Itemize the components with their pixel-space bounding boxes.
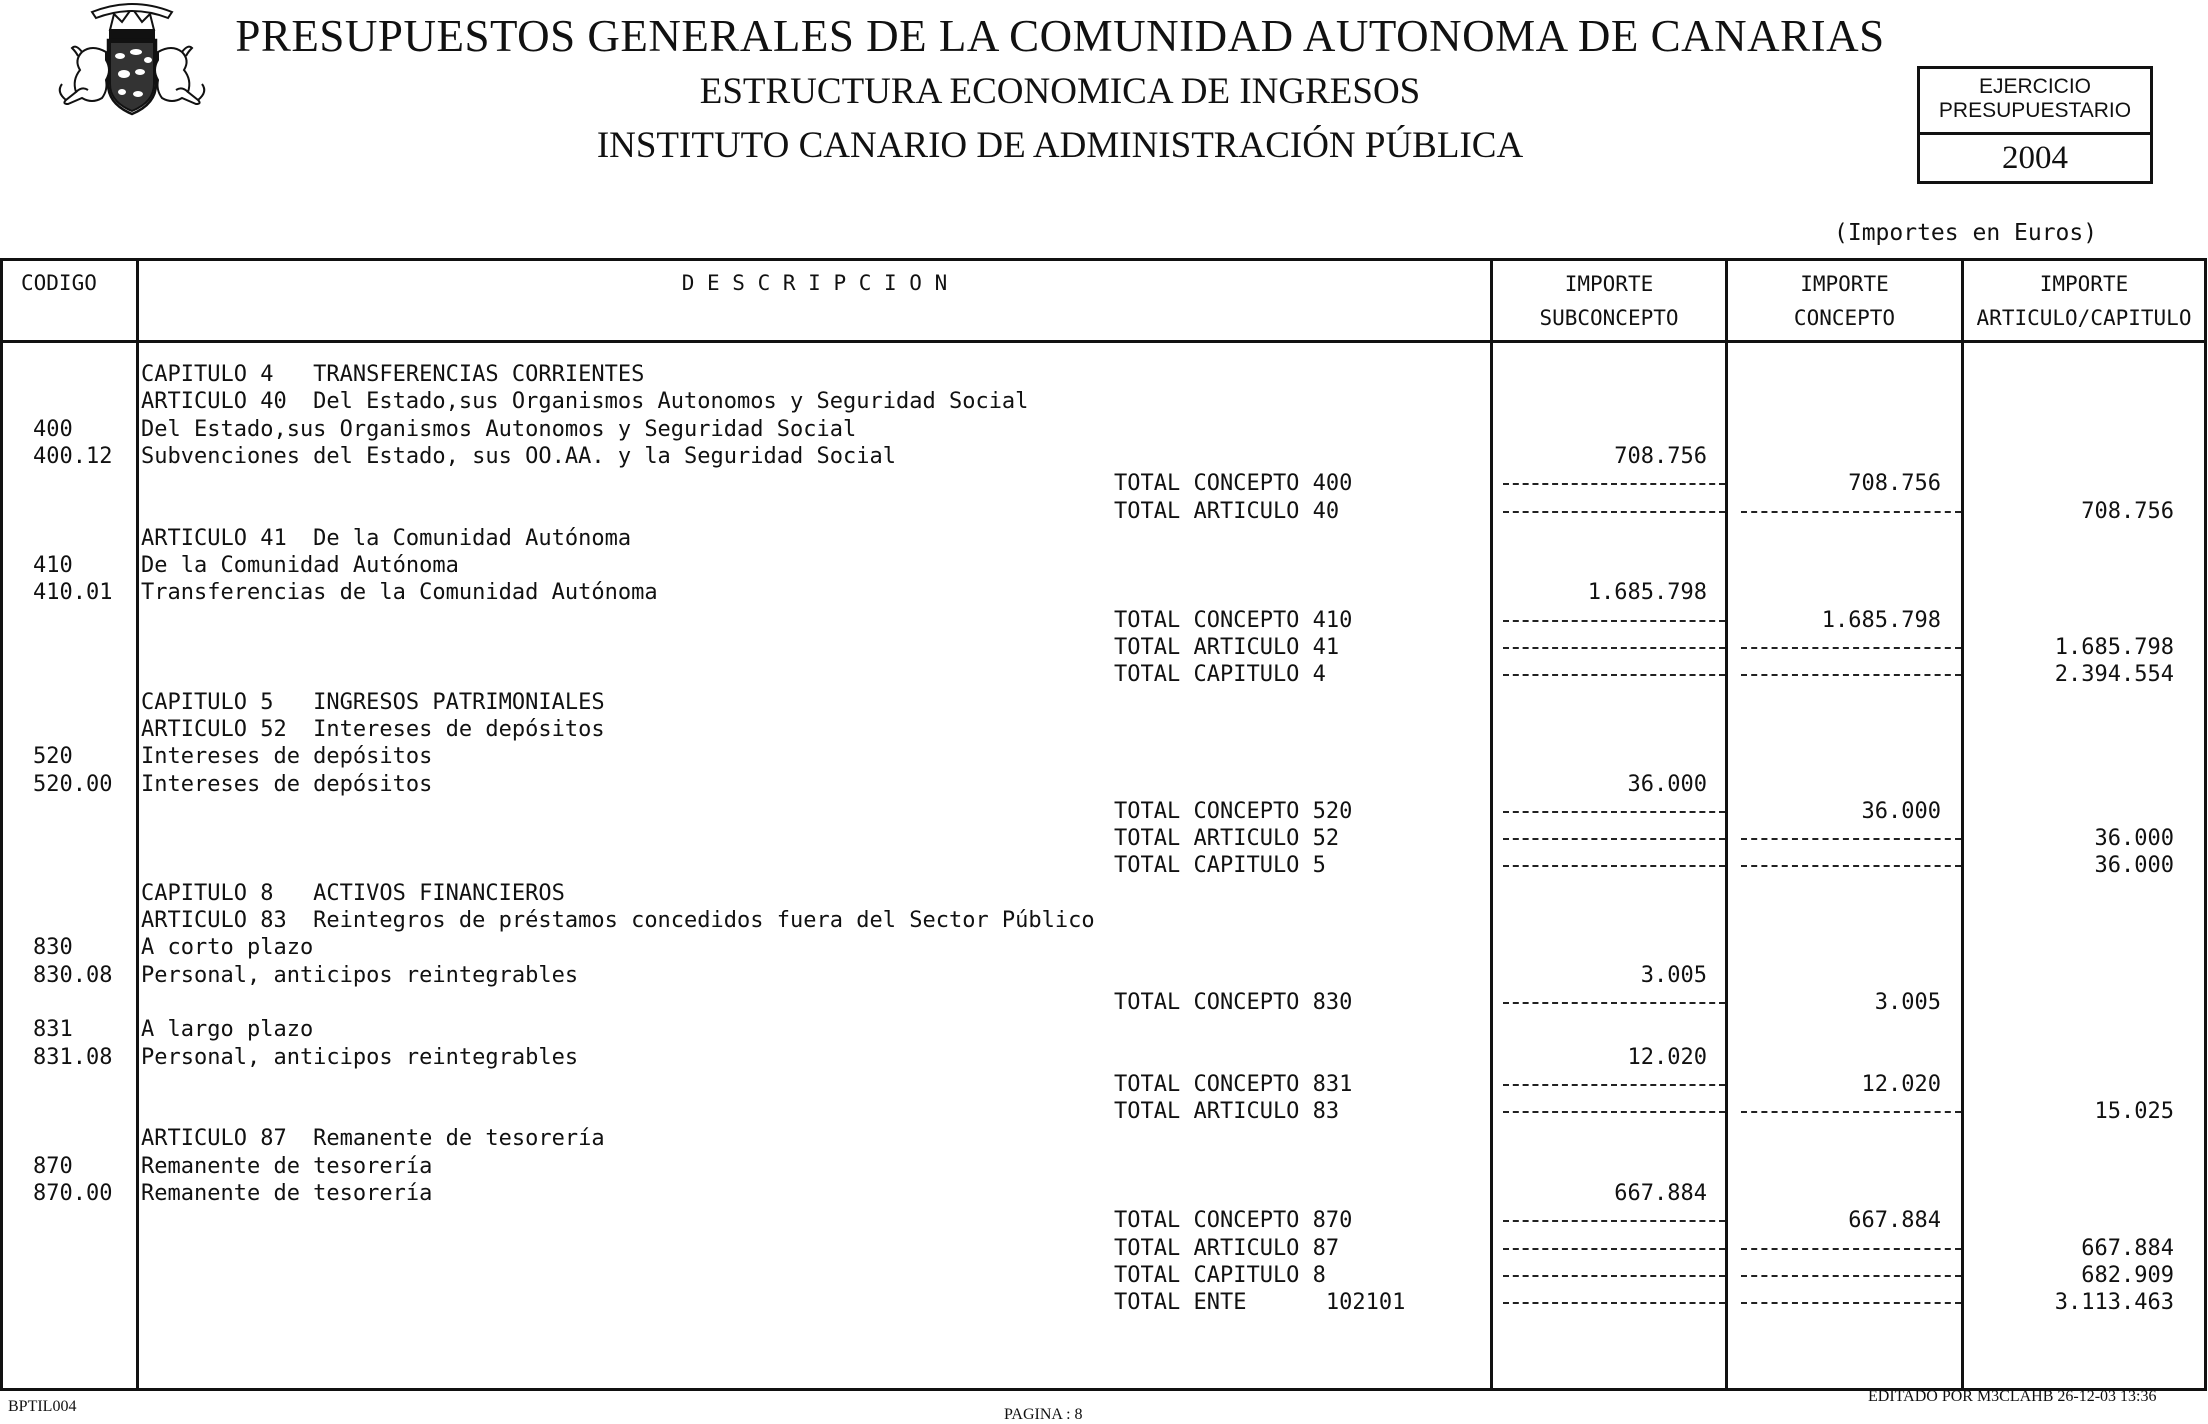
total-row <box>3 1289 2204 1316</box>
table-row <box>3 388 2204 415</box>
ejercicio-label-line-2: PRESUPUESTARIO <box>1938 99 2132 122</box>
dashed-rule <box>1503 1111 1725 1113</box>
total-label: TOTAL ARTICULO 83 <box>1114 1099 1340 1125</box>
importe-concepto: 12.020 <box>1861 1071 1941 1097</box>
header-importe-label: IMPORTE <box>2039 272 2129 296</box>
dashed-rule <box>1503 1302 1725 1304</box>
entity-name: INSTITUTO CANARIO DE ADMINISTRACIÓN PÚBLICA <box>596 125 1524 166</box>
importe-articulo-capitulo: 2.394.554 <box>2054 662 2174 688</box>
row-code: 830.08 <box>33 962 113 988</box>
dashed-rule <box>1503 1248 1725 1250</box>
ejercicio-box <box>1917 66 2153 184</box>
total-label: TOTAL ARTICULO 40 <box>1114 498 1340 524</box>
header-subconcepto-label: SUBCONCEPTO <box>1539 306 1679 330</box>
total-label: TOTAL CONCEPTO 870 <box>1114 1208 1353 1234</box>
row-description: De la Comunidad Autónoma <box>141 553 459 579</box>
row-description: ARTICULO 87 Remanente de tesorería <box>141 1126 605 1152</box>
table-row <box>3 962 2204 989</box>
header-importe-label: IMPORTE <box>1564 272 1654 296</box>
importe-concepto: 36.000 <box>1861 798 1941 824</box>
table-row <box>3 689 2204 716</box>
ejercicio-label-line-1: EJERCICIO <box>1978 75 2091 98</box>
total-label: TOTAL CAPITULO 5 <box>1114 853 1326 879</box>
dashed-rule <box>1503 811 1725 813</box>
row-description: Remanente de tesorería <box>141 1181 433 1206</box>
importe-subconcepto: 3.005 <box>1640 962 1707 988</box>
row-code: 410.01 <box>33 580 113 606</box>
row-code: 831.08 <box>33 1044 113 1070</box>
total-row <box>3 1071 2204 1098</box>
dashed-rule <box>1503 1084 1725 1086</box>
page-number: PAGINA : 8 <box>1004 1406 1083 1423</box>
dashed-rule <box>1741 674 1961 676</box>
row-code: 520 <box>33 744 73 770</box>
total-label: TOTAL CAPITULO 4 <box>1114 662 1326 688</box>
table-row <box>3 1016 2204 1043</box>
total-label: TOTAL ARTICULO 41 <box>1114 635 1340 660</box>
total-row <box>3 798 2204 825</box>
row-description: ARTICULO 41 De la Comunidad Autónoma <box>141 525 632 551</box>
row-description: ARTICULO 40 Del Estado,sus Organismos Autonomos y Seguridad Social <box>141 389 1029 415</box>
dashed-rule <box>1741 647 1961 649</box>
dashed-rule <box>1503 620 1725 622</box>
row-description: A largo plazo <box>141 1017 314 1043</box>
header-importe-subconcepto <box>1493 267 1725 335</box>
row-description: Remanente de tesorería <box>141 1153 433 1179</box>
table-row <box>3 552 2204 579</box>
importe-concepto: 3.005 <box>1874 989 1941 1015</box>
dashed-rule <box>1741 838 1961 840</box>
document-subtitle: ESTRUCTURA ECONOMICA DE INGRESOS <box>699 71 1421 112</box>
dashed-rule <box>1503 1220 1725 1222</box>
total-row <box>3 498 2204 525</box>
dashed-rule <box>1741 1111 1961 1113</box>
total-row <box>3 470 2204 497</box>
dashed-rule <box>1503 674 1725 676</box>
row-code: 410 <box>33 553 73 579</box>
dashed-rule <box>1503 865 1725 867</box>
dashed-rule <box>1503 1275 1725 1277</box>
total-label: TOTAL ARTICULO 52 <box>1114 826 1340 852</box>
edited-stamp: EDITADO POR M3CLAHB 26-12-03 13:36 <box>1868 1388 2157 1405</box>
row-code: 831 <box>33 1017 73 1043</box>
row-code: 400 <box>33 416 73 442</box>
dashed-rule <box>1503 1002 1725 1004</box>
total-row <box>3 1098 2204 1125</box>
table-row <box>3 743 2204 770</box>
total-label: TOTAL CONCEPTO 830 <box>1114 989 1353 1015</box>
table-row <box>3 579 2204 606</box>
importe-articulo-capitulo: 3.113.463 <box>2054 1290 2174 1316</box>
table-row <box>3 1125 2204 1152</box>
table-row <box>3 361 2204 388</box>
importe-subconcepto: 1.685.798 <box>1587 580 1707 606</box>
report-code: BPTIL004 <box>8 1398 77 1415</box>
total-row <box>3 607 2204 634</box>
header-importe-label: IMPORTE <box>1800 272 1889 296</box>
importe-articulo-capitulo: 1.685.798 <box>2054 635 2174 660</box>
importe-articulo-capitulo: 36.000 <box>2094 826 2174 852</box>
importe-concepto: 1.685.798 <box>1821 607 1941 633</box>
row-description: Transferencias de la Comunidad Autónoma <box>141 580 658 606</box>
dashed-rule <box>1741 1248 1961 1250</box>
total-row <box>3 1235 2204 1262</box>
dashed-rule <box>1503 838 1725 840</box>
importe-subconcepto: 708.756 <box>1614 443 1707 469</box>
row-description: CAPITULO 8 ACTIVOS FINANCIEROS <box>141 880 565 906</box>
table-row <box>3 443 2204 470</box>
row-code: 520.00 <box>33 771 113 797</box>
total-label: TOTAL ENTE 102101 <box>1114 1290 1406 1316</box>
header-importe-articulo-capitulo <box>1964 267 2204 335</box>
row-description: Intereses de depósitos <box>141 771 433 797</box>
total-row <box>3 825 2204 852</box>
importe-subconcepto: 667.884 <box>1614 1181 1707 1206</box>
total-row <box>3 989 2204 1016</box>
row-description: ARTICULO 83 Reintegros de préstamos concedidos fuera del Sector Público <box>141 908 1095 933</box>
dashed-rule <box>1741 511 1961 513</box>
ejercicio-label <box>1920 69 2150 135</box>
ejercicio-year: 2004 <box>2002 140 2068 176</box>
importe-articulo-capitulo: 682.909 <box>2081 1262 2174 1288</box>
row-description: Intereses de depósitos <box>141 744 433 770</box>
table-row <box>3 771 2204 798</box>
table-row <box>3 716 2204 743</box>
dashed-rule <box>1503 511 1725 513</box>
row-code: 400.12 <box>33 443 113 469</box>
total-row <box>3 852 2204 879</box>
row-description: Del Estado,sus Organismos Autonomos y Seguridad Social <box>141 416 857 442</box>
table-row <box>3 1044 2204 1071</box>
total-label: TOTAL CONCEPTO 400 <box>1114 471 1353 497</box>
row-code: 870.00 <box>33 1181 113 1206</box>
row-description: CAPITULO 5 INGRESOS PATRIMONIALES <box>141 689 605 715</box>
table-row <box>3 416 2204 443</box>
header-articulo-capitulo-label: ARTICULO/CAPITULO <box>1976 306 2192 330</box>
importe-subconcepto: 12.020 <box>1627 1044 1707 1070</box>
dashed-rule <box>1503 483 1725 485</box>
row-description: Personal, anticipos reintegrables <box>141 962 579 988</box>
importe-concepto: 667.884 <box>1848 1208 1941 1234</box>
budget-table <box>0 258 2207 1391</box>
table-row <box>3 1153 2204 1180</box>
row-description: A corto plazo <box>141 935 314 961</box>
currency-note: (Importes en Euros) <box>1834 220 2098 246</box>
row-description: Subvenciones del Estado, sus OO.AA. y la Seguridad Social <box>141 443 896 469</box>
total-row <box>3 1262 2204 1289</box>
importe-articulo-capitulo: 15.025 <box>2094 1099 2174 1125</box>
table-row <box>3 525 2204 552</box>
row-description: Personal, anticipos reintegrables <box>141 1044 579 1070</box>
row-description: CAPITULO 4 TRANSFERENCIAS CORRIENTES <box>141 362 645 387</box>
header-divider <box>3 340 2204 343</box>
table-row <box>3 934 2204 961</box>
importe-articulo-capitulo: 667.884 <box>2081 1235 2174 1261</box>
importe-concepto: 708.756 <box>1848 471 1941 497</box>
document-title: PRESUPUESTOS GENERALES DE LA COMUNIDAD AUTONOMA DE CANARIAS <box>235 11 1885 61</box>
table-row <box>3 907 2204 934</box>
total-label: TOTAL CONCEPTO 831 <box>1114 1071 1353 1097</box>
table-row <box>3 1180 2204 1207</box>
total-label: TOTAL ARTICULO 87 <box>1114 1235 1340 1261</box>
total-label: TOTAL CONCEPTO 520 <box>1114 798 1353 824</box>
importe-articulo-capitulo: 708.756 <box>2081 498 2174 524</box>
dashed-rule <box>1741 1275 1961 1277</box>
table-row <box>3 880 2204 907</box>
importe-articulo-capitulo: 36.000 <box>2094 853 2174 879</box>
importe-subconcepto: 36.000 <box>1627 771 1707 797</box>
total-row <box>3 661 2204 688</box>
row-code: 870 <box>33 1153 73 1179</box>
header-codigo: CODIGO <box>21 271 97 295</box>
header-descripcion: D E S C R I P C I O N <box>681 271 948 295</box>
header-importe-concepto <box>1728 267 1961 335</box>
dashed-rule <box>1503 647 1725 649</box>
dashed-rule <box>1741 1302 1961 1304</box>
header-concepto-label: CONCEPTO <box>1793 306 1896 330</box>
total-row <box>3 1207 2204 1234</box>
total-label: TOTAL CONCEPTO 410 <box>1114 607 1353 633</box>
total-label: TOTAL CAPITULO 8 <box>1114 1262 1326 1288</box>
dashed-rule <box>1741 865 1961 867</box>
total-row <box>3 634 2204 661</box>
row-code: 830 <box>33 935 73 961</box>
row-description: ARTICULO 52 Intereses de depósitos <box>141 716 605 742</box>
